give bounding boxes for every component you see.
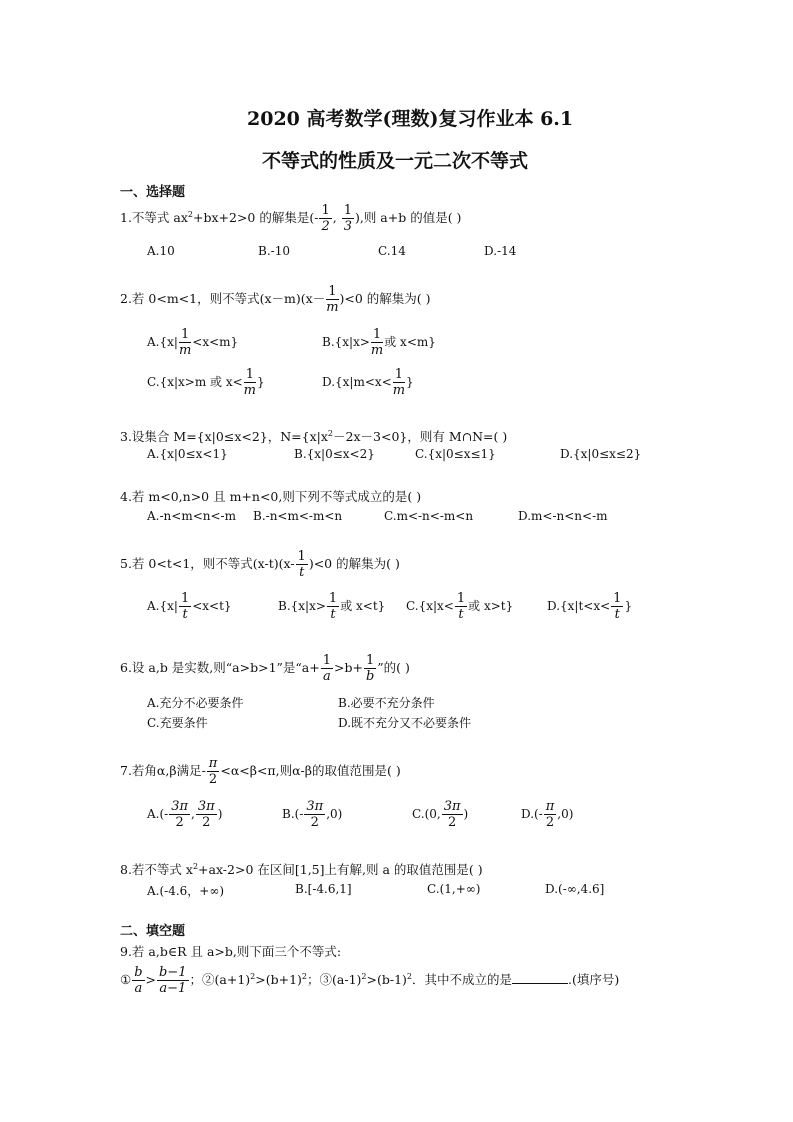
q3-option-d: D.{x|0≤x≤2} [560, 447, 642, 461]
q1-fraction-2: $\frac{1}{3}$ [343, 203, 352, 234]
q4-option-c: C.m<-n<-m<n [384, 509, 474, 523]
q5-option-d: D.{x|t<x< $\frac{1}{t}$ } [547, 591, 633, 622]
q1-option-d: D.-14 [484, 244, 517, 258]
q4-option-d: D.m<-n<n<-m [518, 509, 608, 523]
q2-text-b: )<0 的解集为( ) [339, 291, 431, 306]
question-1-stem [120, 204, 461, 233]
q8-option-a: A.(-4.6，+∞) [147, 884, 225, 898]
question-5-stem [120, 550, 400, 579]
q3-text-b: －2x－3<0}，则有 M∩N=( ) [333, 429, 508, 444]
q7-text-b: <α<β<π,则α-β的取值范围是( ) [220, 763, 401, 778]
question-8-stem [120, 860, 483, 878]
q1-superscript: 2 [187, 209, 193, 219]
question-9-stem: 9.若 a,b∈R 且 a>b,则下面三个不等式: [120, 944, 342, 959]
q1-option-a: A.10 [147, 244, 175, 258]
q5-text-b: )<0 的解集为( ) [308, 556, 400, 571]
section-heading-fill: 二、填空题 [120, 924, 186, 939]
q6-text-a: 6.设 a,b 是实数,则“a>b>1”是“a+ [120, 660, 320, 675]
q8-option-b: B.[-4.6,1] [295, 882, 352, 896]
q2-option-b: B.{x|x> $\frac{1}{m}$ 或 x<m} [322, 327, 436, 358]
q3-option-b: B.{x|0≤x<2} [294, 447, 375, 461]
q7-option-a: A.(- $\frac{3\pi}{2}$ , $\frac{3\pi}{2}$ ) [147, 799, 223, 830]
q1-text-b: +bx+2>0 的解集是(- [193, 210, 319, 225]
q6-fraction-1: $\frac{1}{a}$ [322, 653, 332, 684]
question-7-stem [120, 757, 401, 786]
q6-option-d: D.既不充分又不必要条件 [338, 716, 472, 730]
q6-text-b: ”的( ) [377, 660, 410, 675]
q7-fraction: $\frac{\pi}{2}$ [208, 756, 218, 787]
question-3-stem [120, 427, 507, 445]
q1-comma: , [332, 210, 341, 225]
q7-option-b: B.(- $\frac{3\pi}{2}$ ,0) [282, 799, 343, 830]
question-4-stem: 4.若 m<0,n>0 且 m+n<0,则下列不等式成立的是( ) [120, 489, 422, 504]
q6-option-a: A.充分不必要条件 [147, 696, 244, 710]
q2-option-d: D.{x|m<x< $\frac{1}{m}$ } [322, 367, 414, 398]
q2-fraction: $\frac{1}{m}$ [326, 284, 339, 315]
question-2-stem [120, 285, 431, 314]
q6-option-c: C.充要条件 [147, 716, 208, 730]
q8-option-c: C.(1,+∞) [427, 882, 481, 896]
q8-text-b: +ax-2>0 在区间[1,5]上有解,则 a 的取值范围是( ) [198, 862, 483, 877]
q3-text-a: 3.设集合 M={x|0≤x<2}，N={x|x [120, 429, 328, 444]
question-6-stem [120, 654, 410, 683]
q2-option-c: C.{x|x>m 或 x< $\frac{1}{m}$ } [147, 367, 265, 398]
q5-option-a: A.{x| $\frac{1}{t}$ <x<t} [147, 591, 232, 622]
q1-option-c: C.14 [378, 244, 406, 258]
q7-option-d: D.(- $\frac{\pi}{2}$ ,0) [521, 799, 574, 830]
page-subtitle: 不等式的性质及一元二次不等式 [262, 150, 529, 172]
q8-superscript: 2 [192, 861, 199, 871]
question-9-inequalities: ① $\frac{b}{a}$ > $\frac{b-1}{a-1}$ ；$②(a+1)^2>(b+1)^2$；$③(a-1)^2>(b-1)^2$．其中不成立的是 .(填序号) [120, 965, 620, 996]
q1-text-c: ),则 a+b 的值是( ) [354, 210, 462, 225]
q1-fraction-1: $\frac{1}{2}$ [321, 203, 330, 234]
q1-option-b: B.-10 [258, 244, 290, 258]
q6-text-mid: >b+ [334, 660, 363, 675]
q3-superscript: 2 [327, 428, 334, 438]
q2-option-a: A.{x| $\frac{1}{m}$ <x<m} [147, 327, 239, 358]
q5-option-c: C.{x|x< $\frac{1}{t}$ 或 x>t} [406, 591, 514, 622]
q1-text-a: 1.不等式 ax [120, 210, 188, 225]
q3-option-c: C.{x|0≤x≤1} [415, 447, 496, 461]
q6-fraction-2: $\frac{1}{b}$ [365, 653, 375, 684]
q5-option-b: B.{x|x> $\frac{1}{t}$ 或 x<t} [278, 591, 386, 622]
q6-option-b: B.必要不充分条件 [338, 696, 435, 710]
q4-option-a: A.-n<m<n<-m [147, 509, 236, 523]
q3-option-a: A.{x|0≤x<1} [147, 447, 228, 461]
q9-fraction-2: $\frac{b-1}{a-1}$ [159, 965, 187, 996]
q4-option-b: B.-n<m<-m<n [253, 509, 343, 523]
q5-fraction: $\frac{1}{t}$ [297, 549, 306, 580]
q9-fraction-1: $\frac{b}{a}$ [134, 965, 143, 996]
q9-answer-blank[interactable] [512, 972, 568, 984]
q2-text-a: 2.若 0<m<1，则不等式(x－m)(x－ [120, 291, 326, 306]
section-heading-choice: 一、选择题 [120, 185, 186, 200]
q7-option-c: C.(0, $\frac{3\pi}{2}$ ) [412, 799, 469, 830]
q5-text-a: 5.若 0<t<1，则不等式(x-t)(x- [120, 556, 295, 571]
q7-text-a: 7.若角α,β满足- [120, 763, 206, 778]
page-title: 2020 高考数学(理数)复习作业本 6.1 [247, 108, 574, 130]
q8-option-d: D.(-∞,4.6] [545, 882, 605, 896]
q8-text-a: 8.若不等式 x [120, 862, 193, 877]
